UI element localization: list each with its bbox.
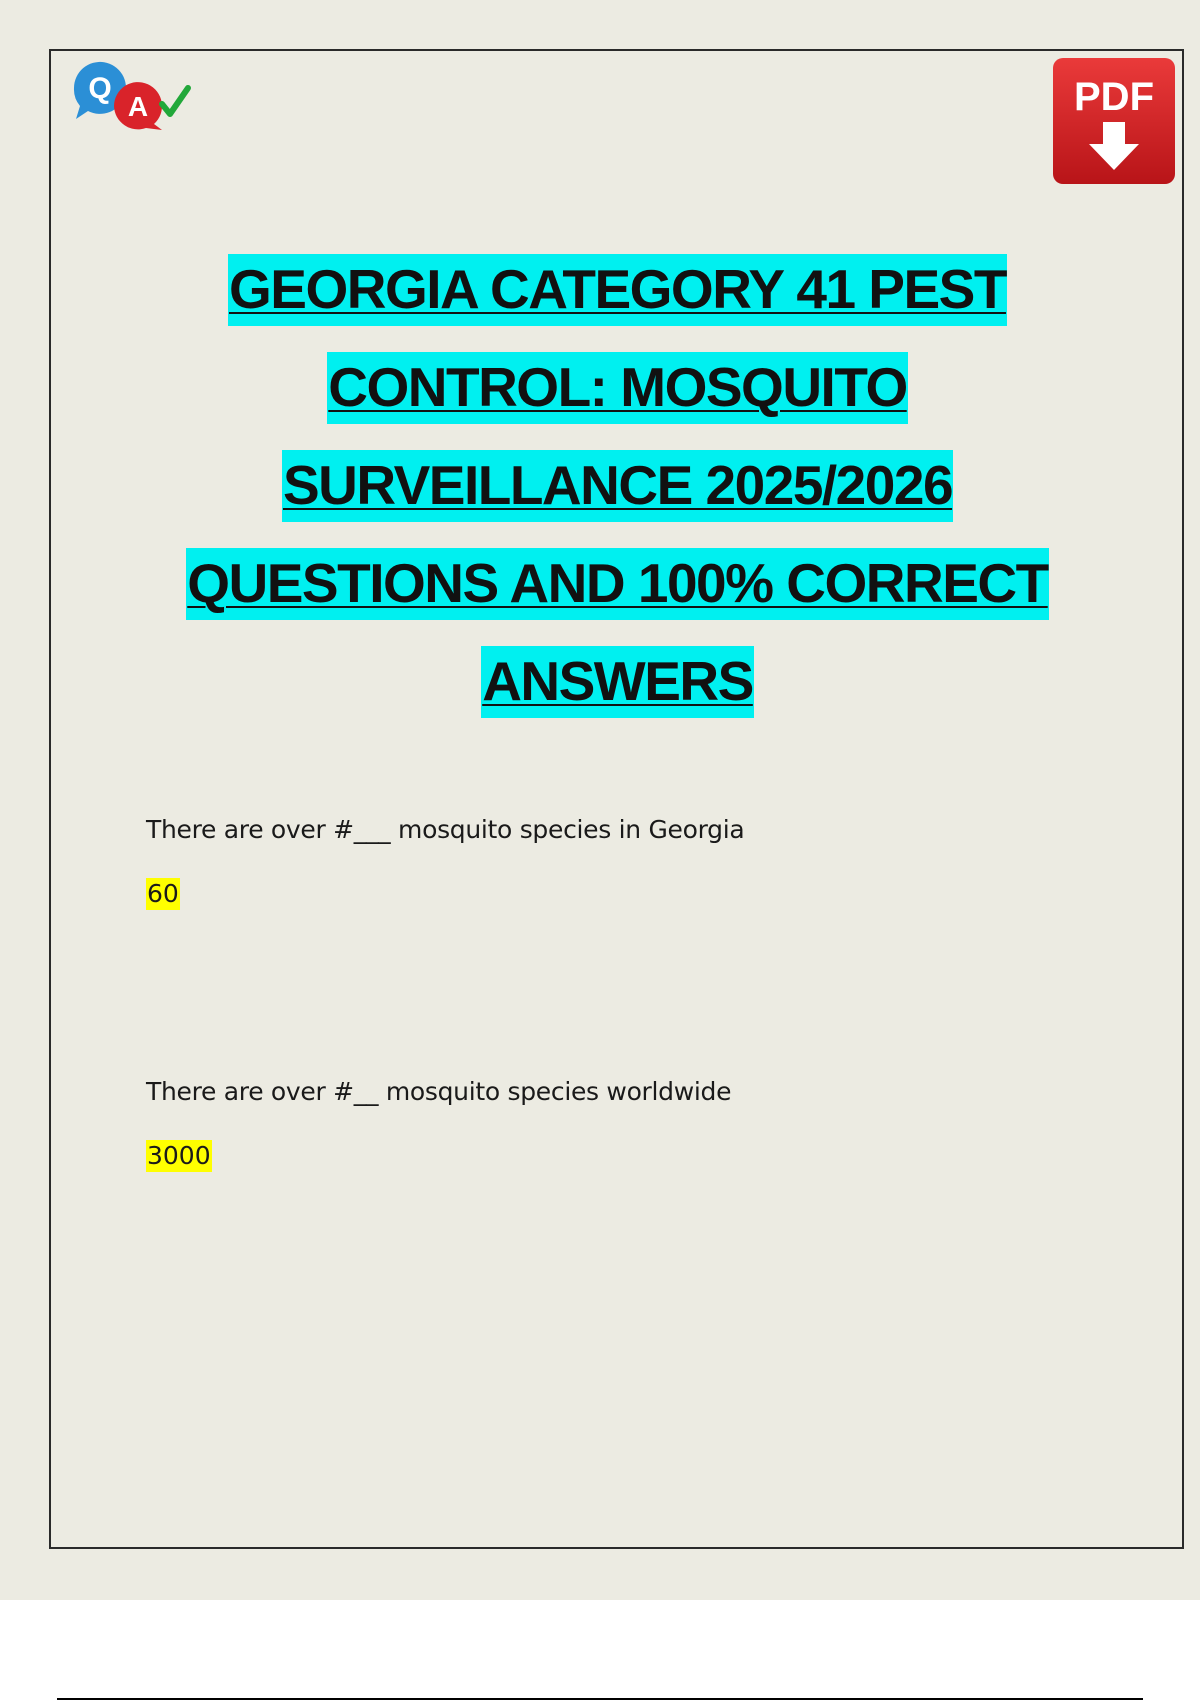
answer-text: 60 — [147, 879, 179, 908]
qa-item — [146, 1076, 731, 1172]
question-text: There are over #__ mosquito species worldwide — [146, 1077, 732, 1106]
answer-text: 3000 — [147, 1141, 211, 1170]
logo-a-letter: A — [127, 91, 149, 122]
qa-item — [146, 814, 744, 910]
pdf-download-icon[interactable] — [1051, 56, 1177, 186]
qa-check-logo-icon — [68, 58, 193, 130]
document-title — [60, 240, 1175, 730]
logo-q-letter: Q — [88, 72, 112, 105]
title-line-2: CONTROL: MOSQUITO — [60, 338, 1175, 436]
pdf-label: PDF — [1074, 75, 1154, 119]
title-line-5: ANSWERS — [60, 632, 1175, 730]
title-line-3: SURVEILLANCE 2025/2026 — [60, 436, 1175, 534]
title-line-4: QUESTIONS AND 100% CORRECT — [60, 534, 1175, 632]
question-text: There are over #___ mosquito species in Georgia — [146, 815, 745, 844]
title-line-1: GEORGIA CATEGORY 41 PEST — [60, 240, 1175, 338]
